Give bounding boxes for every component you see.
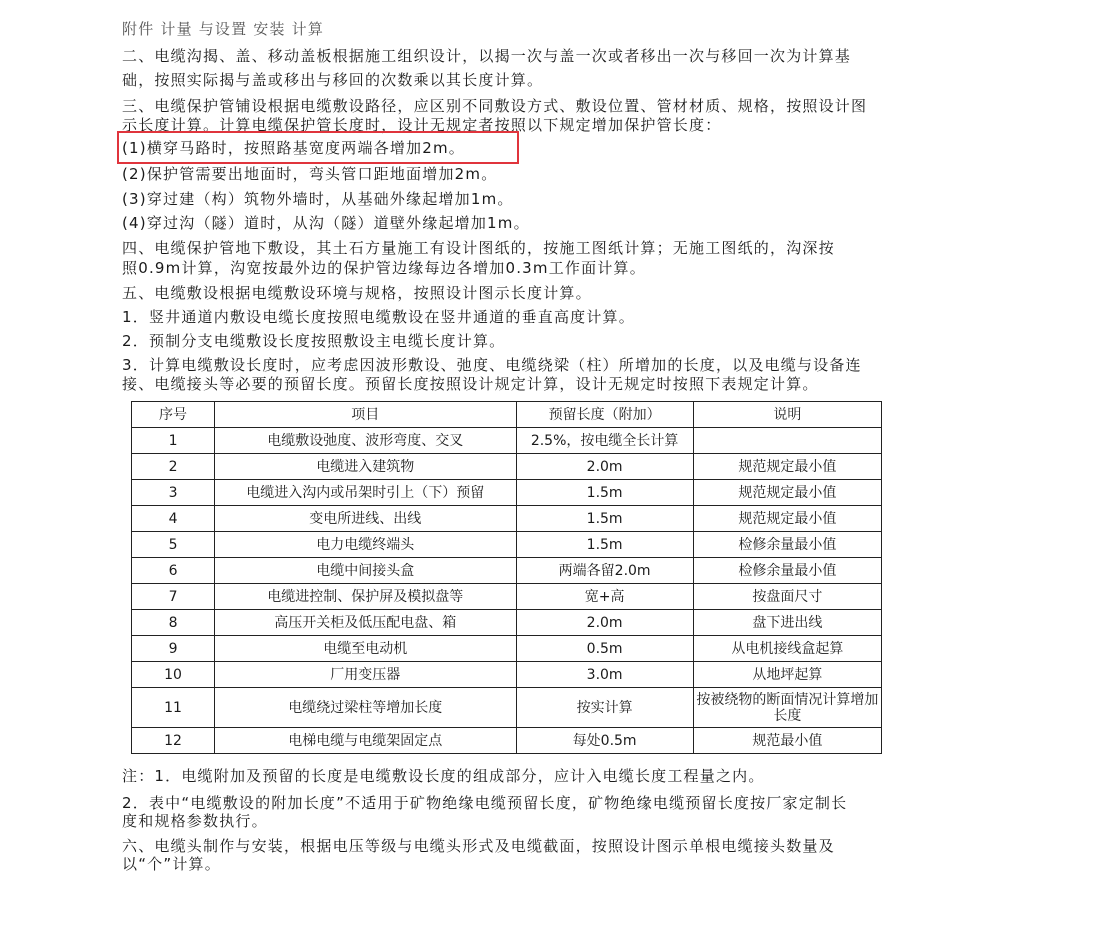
- cell-index: 11: [132, 688, 215, 728]
- header-index: 序号: [132, 402, 215, 428]
- cell-item: 变电所进线、出线: [215, 506, 516, 532]
- cell-note: 检修余量最小值: [693, 532, 881, 558]
- cell-index: 9: [132, 636, 215, 662]
- paragraph-3-line-2: 示长度计算。计算电缆保护管长度时，设计无规定者按照以下规定增加保护管长度：: [122, 116, 722, 134]
- cell-reserve: 1.5m: [516, 480, 693, 506]
- table-row: [132, 662, 882, 688]
- cropped-top-line: [122, 20, 442, 38]
- cell-item: 电缆进入沟内或吊架时引上（下）预留: [215, 480, 516, 506]
- cell-reserve: 按实计算: [516, 688, 693, 728]
- cell-note: 盘下进出线: [693, 610, 881, 636]
- cell-reserve: 2.0m: [516, 454, 693, 480]
- cell-index: 2: [132, 454, 215, 480]
- table-row: [132, 636, 882, 662]
- table-row: [132, 558, 882, 584]
- note-2-line-1: 2．表中“电缆敷设的附加长度”不适用于矿物绝缘电缆预留长度，矿物绝缘电缆预留长度按厂家定制长: [122, 794, 848, 812]
- table-row: [132, 506, 882, 532]
- paragraph-6-line-2: 以“个”计算。: [122, 855, 221, 873]
- cell-item: 电梯电缆与电缆架固定点: [215, 728, 516, 754]
- cell-item: 电缆进入建筑物: [215, 454, 516, 480]
- cell-item: 电缆绕过梁柱等增加长度: [215, 688, 516, 728]
- cell-item: 电力电缆终端头: [215, 532, 516, 558]
- paragraph-2-line-2: 础，按照实际揭与盖或移出与移回的次数乘以其长度计算。: [122, 71, 544, 89]
- note-2-line-2: 度和规格参数执行。: [122, 812, 268, 830]
- cell-index: 8: [132, 610, 215, 636]
- cell-reserve: 2.0m: [516, 610, 693, 636]
- cell-reserve: 2.5%，按电缆全长计算: [516, 428, 693, 454]
- cell-index: 6: [132, 558, 215, 584]
- table-header-row: [132, 402, 882, 428]
- paragraph-6-line-1: 六、电缆头制作与安装，根据电压等级与电缆头形式及电缆截面，按照设计图示单根电缆接头数量及: [122, 837, 835, 855]
- header-description: 说明: [693, 402, 881, 428]
- cell-note: 规范规定最小值: [693, 454, 881, 480]
- paragraph-4-line-2: 照0.9m计算，沟宽按最外边的保护管边缘每边各增加0.3m工作面计算。: [122, 259, 646, 277]
- cell-reserve: 1.5m: [516, 532, 693, 558]
- cell-reserve: 每处0.5m: [516, 728, 693, 754]
- cell-reserve: 宽+高: [516, 584, 693, 610]
- cell-item: 电缆中间接头盒: [215, 558, 516, 584]
- table-row: [132, 584, 882, 610]
- cell-note: 检修余量最小值: [693, 558, 881, 584]
- paragraph-5-item-1: 1．竖井通道内敷设电缆长度按照电缆敷设在竖井通道的垂直高度计算。: [122, 308, 635, 326]
- cell-note: [693, 428, 881, 454]
- cropped-top-text: 附件 计量 与设置 安装 计算: [122, 20, 325, 38]
- table-row: [132, 728, 882, 754]
- paragraph-5: 五、电缆敷设根据电缆敷设环境与规格，按照设计图示长度计算。: [122, 284, 592, 302]
- paragraph-5-item-2: 2．预制分支电缆敷设长度按照敷设主电缆长度计算。: [122, 332, 506, 350]
- cell-index: 4: [132, 506, 215, 532]
- list-item-3: (3)穿过建（构）筑物外墙时，从基础外缘起增加1m。: [122, 190, 514, 208]
- cell-index: 7: [132, 584, 215, 610]
- cell-note: 规范最小值: [693, 728, 881, 754]
- list-item-2: (2)保护管需要出地面时，弯头管口距地面增加2m。: [122, 165, 498, 183]
- paragraph-2-line-1: 二、电缆沟揭、盖、移动盖板根据施工组织设计，以揭一次与盖一次或者移出一次与移回一次为计算基: [122, 47, 852, 65]
- table-row: [132, 480, 882, 506]
- cell-note: 从电机接线盒起算: [693, 636, 881, 662]
- paragraph-5-item-3-line-2: 接、电缆接头等必要的预留长度。预留长度按照设计规定计算，设计无规定时按照下表规定计算。: [122, 375, 819, 393]
- cell-note: 按盘面尺寸: [693, 584, 881, 610]
- list-item-1: (1)横穿马路时，按照路基宽度两端各增加2m。: [122, 139, 466, 157]
- cell-item: 电缆至电动机: [215, 636, 516, 662]
- table-row: [132, 688, 882, 728]
- cell-item: 高压开关柜及低压配电盘、箱: [215, 610, 516, 636]
- table-row: [132, 454, 882, 480]
- cell-index: 3: [132, 480, 215, 506]
- cell-item: 电缆敷设弛度、波形弯度、交叉: [215, 428, 516, 454]
- cell-note: 按被绕物的断面情况计算增加长度: [693, 688, 881, 728]
- cell-index: 5: [132, 532, 215, 558]
- cell-index: 12: [132, 728, 215, 754]
- cell-reserve: 1.5m: [516, 506, 693, 532]
- paragraph-4-line-1: 四、电缆保护管地下敷设，其土石方量施工有设计图纸的，按施工图纸计算；无施工图纸的，沟深按: [122, 239, 835, 257]
- reserve-length-table: [131, 401, 882, 754]
- cell-reserve: 两端各留2.0m: [516, 558, 693, 584]
- cell-index: 10: [132, 662, 215, 688]
- cell-item: 厂用变压器: [215, 662, 516, 688]
- header-item: 项目: [215, 402, 516, 428]
- table-row: [132, 428, 882, 454]
- cell-note: 从地坪起算: [693, 662, 881, 688]
- header-reserve-length: 预留长度（附加）: [516, 402, 693, 428]
- table-row: [132, 532, 882, 558]
- list-item-4: (4)穿过沟（隧）道时，从沟（隧）道壁外缘起增加1m。: [122, 214, 530, 232]
- table-row: [132, 610, 882, 636]
- paragraph-5-item-3-line-1: 3．计算电缆敷设长度时，应考虑因波形敷设、弛度、电缆绕梁（柱）所增加的长度，以及电缆与设备连: [122, 356, 862, 374]
- paragraph-3-line-1: 三、电缆保护管铺设根据电缆敷设路径，应区别不同敷设方式、敷设位置、管材材质、规格，按照设计图: [122, 97, 868, 115]
- cell-reserve: 3.0m: [516, 662, 693, 688]
- cell-reserve: 0.5m: [516, 636, 693, 662]
- cell-index: 1: [132, 428, 215, 454]
- cell-item: 电缆进控制、保护屏及模拟盘等: [215, 584, 516, 610]
- cell-note: 规范规定最小值: [693, 480, 881, 506]
- note-1: 注：1．电缆附加及预留的长度是电缆敷设长度的组成部分，应计入电缆长度工程量之内。: [122, 767, 765, 785]
- cell-note: 规范规定最小值: [693, 506, 881, 532]
